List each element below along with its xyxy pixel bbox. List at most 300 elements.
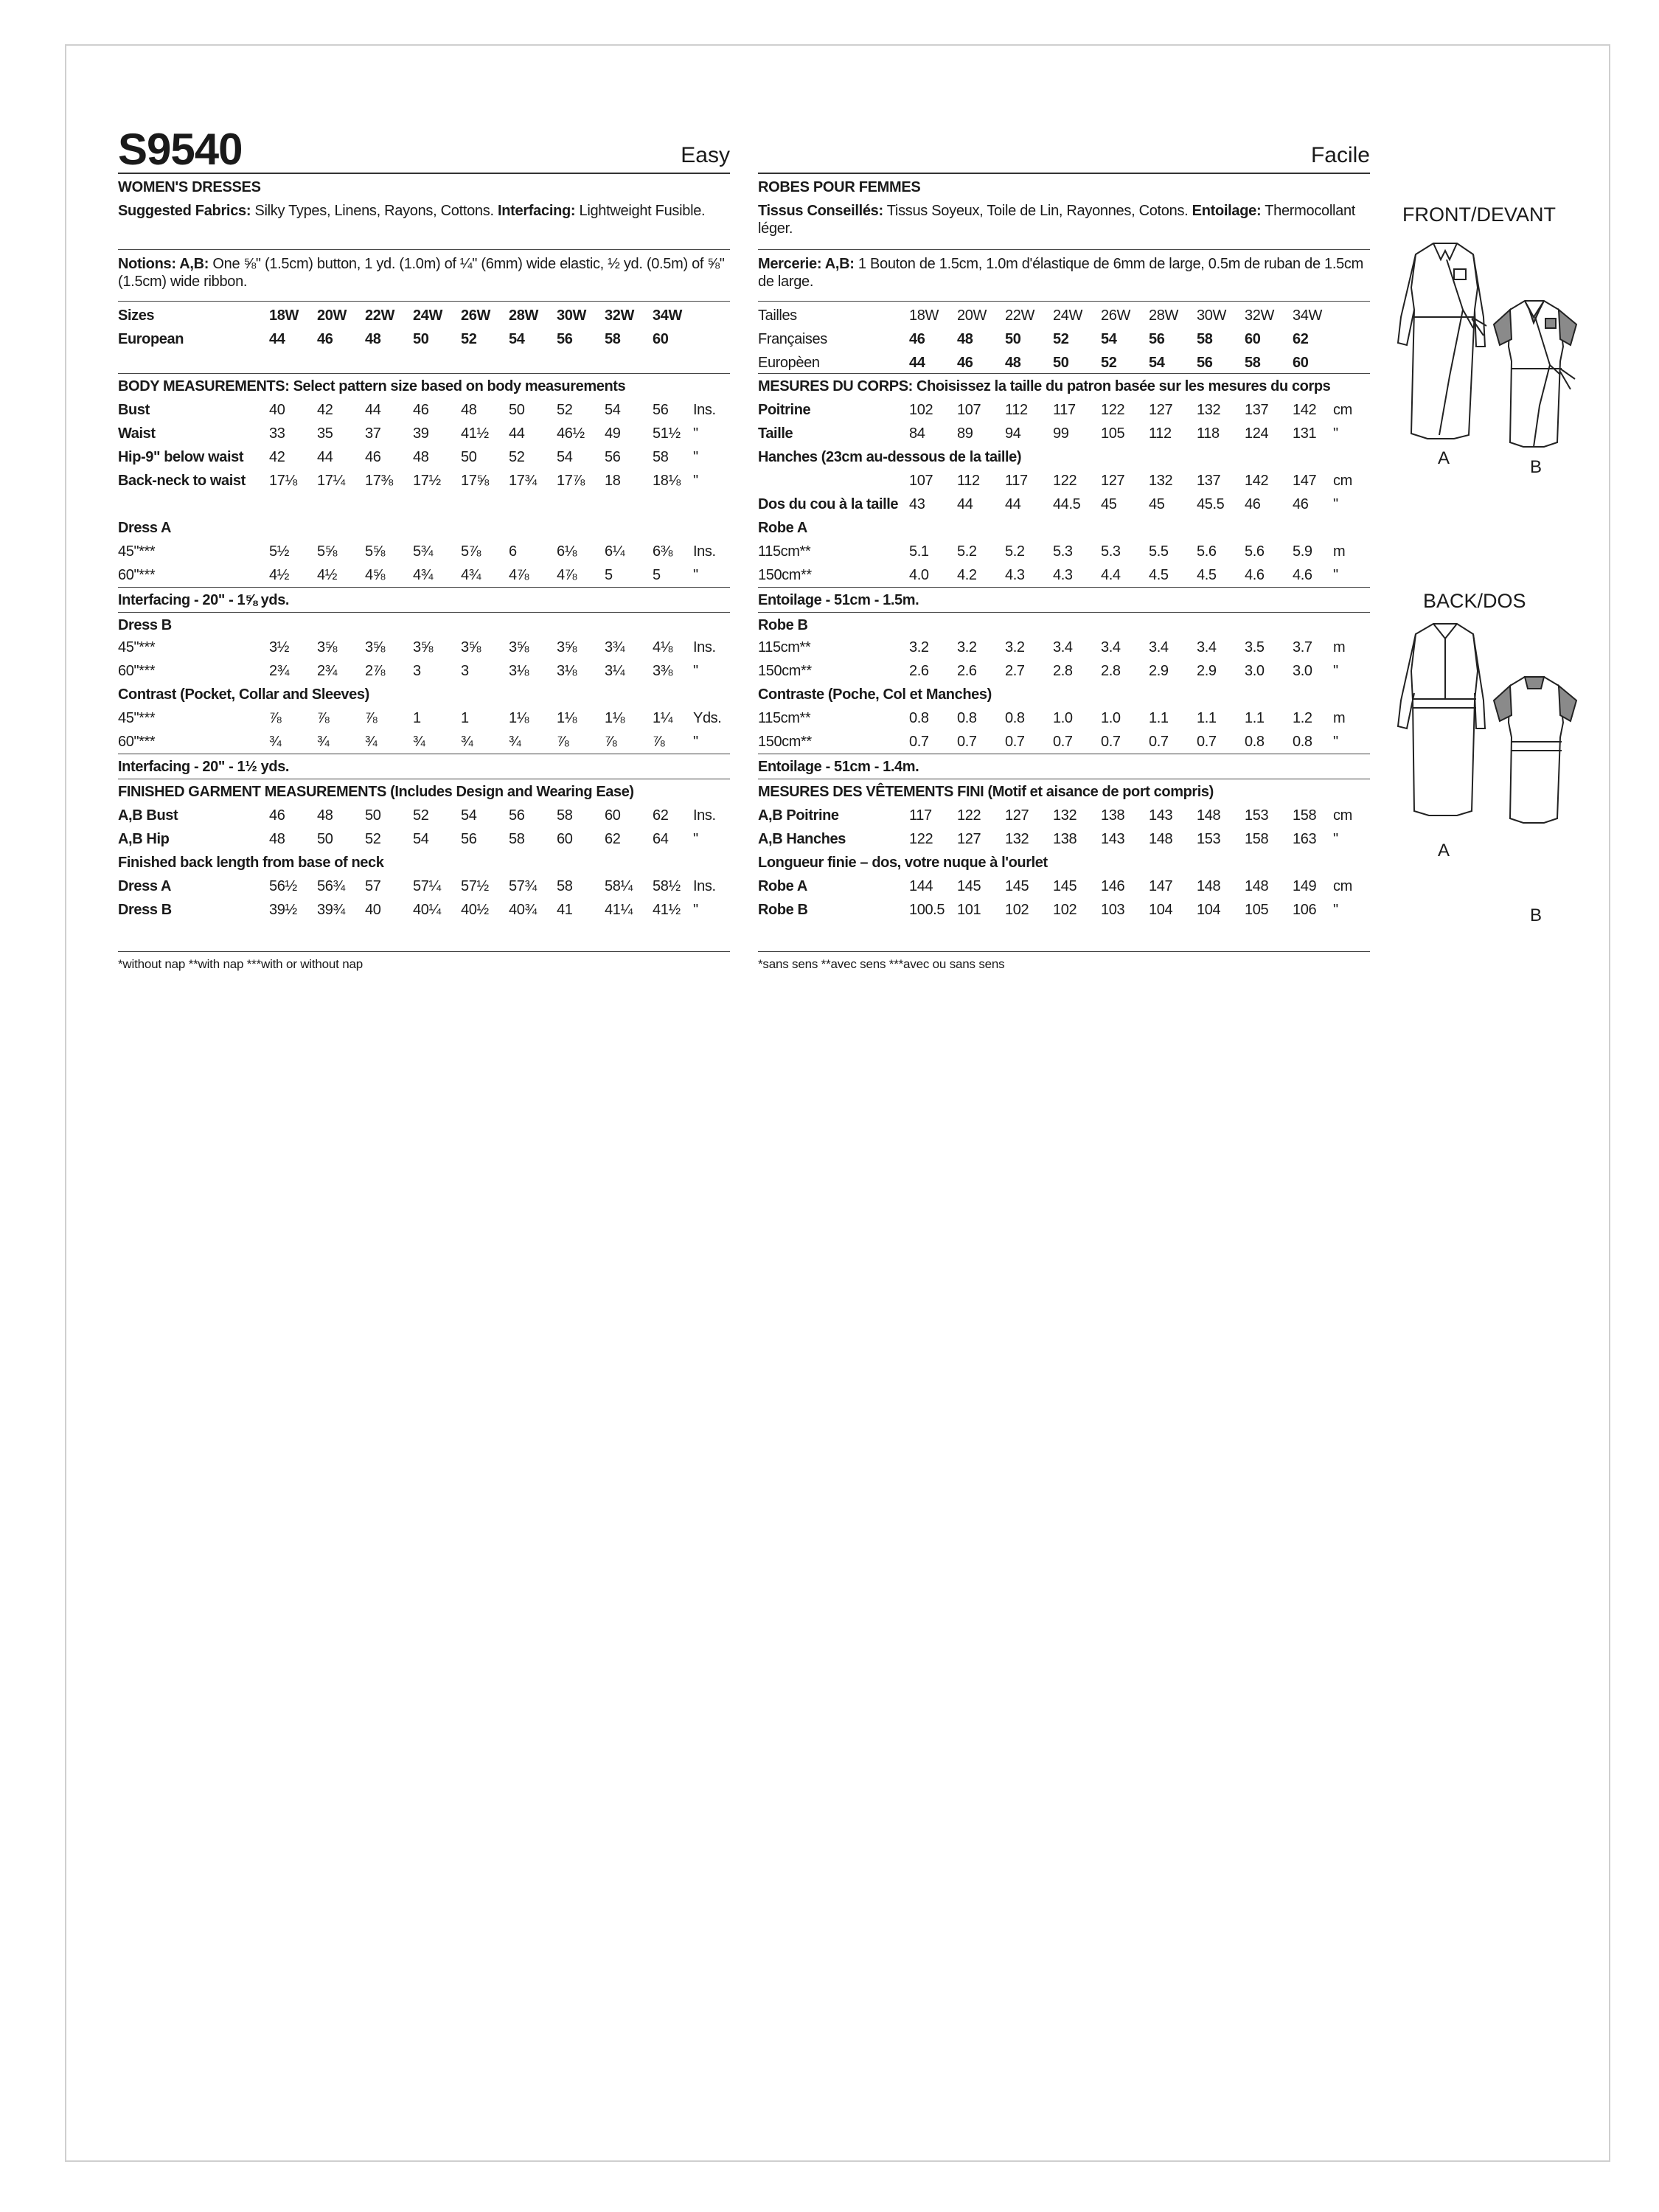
contrast-heading: Contraste (Poche, Col et Manches) <box>758 686 992 703</box>
table-cell: ⅞ <box>653 734 665 750</box>
table-cell: 4.5 <box>1149 567 1169 583</box>
table-cell: 58 <box>605 331 621 347</box>
row-label: 45"*** <box>118 543 156 560</box>
table-cell: 62 <box>605 831 621 847</box>
interfacing-a-line: Interfacing - 20" - 1⅝ yds. <box>118 592 290 608</box>
table-cell: 3.4 <box>1149 639 1169 655</box>
table-cell: 50 <box>413 331 429 347</box>
divider <box>118 249 730 250</box>
table-cell: 102 <box>909 402 933 418</box>
table-cell: 52 <box>1053 331 1069 347</box>
table-cell: ¾ <box>413 734 425 750</box>
hip-heading: Hanches (23cm au-dessous de la taille) <box>758 449 1022 465</box>
row-label: Poitrine <box>758 402 811 418</box>
row-label: 150cm** <box>758 663 812 679</box>
table-cell: 146 <box>1101 878 1125 894</box>
row-label: Robe B <box>758 902 808 918</box>
sizes-row <box>118 307 730 324</box>
length-row <box>118 877 730 895</box>
unit-label: cm <box>1333 473 1352 489</box>
table-cell: 5.6 <box>1197 543 1217 560</box>
table-cell: 24W <box>1053 307 1082 324</box>
table-cell: 4.3 <box>1005 567 1025 583</box>
french-sizes-row <box>758 330 1370 348</box>
yardage-row <box>758 709 1370 727</box>
yardage-row <box>118 733 730 751</box>
unit-label: m <box>1333 710 1346 726</box>
finished-row <box>118 830 730 848</box>
table-cell: 0.7 <box>1101 734 1121 750</box>
table-cell: 102 <box>1053 902 1077 918</box>
table-cell: 22W <box>365 307 394 324</box>
table-cell: 3.4 <box>1053 639 1073 655</box>
row-label: A,B Hanches <box>758 831 846 847</box>
table-cell: 56 <box>605 449 621 465</box>
table-cell: 5⅞ <box>461 543 481 560</box>
difficulty-level: Easy <box>681 143 730 167</box>
table-cell: 1¼ <box>653 710 673 726</box>
table-cell: 147 <box>1293 473 1317 489</box>
row-label: Europèen <box>758 355 820 371</box>
table-cell: 43 <box>909 496 925 512</box>
table-cell: 2.8 <box>1101 663 1121 679</box>
table-cell: 56 <box>653 402 669 418</box>
table-cell: 2.9 <box>1149 663 1169 679</box>
table-cell: 0.7 <box>957 734 977 750</box>
table-cell: 3¼ <box>605 663 625 679</box>
table-cell: 34W <box>1293 307 1322 324</box>
unit-label: " <box>693 902 698 918</box>
table-cell: 148 <box>1197 807 1221 824</box>
contrast-heading: Contrast (Pocket, Collar and Sleeves) <box>118 686 369 703</box>
table-cell: 48 <box>413 449 429 465</box>
table-cell: 4.5 <box>1197 567 1217 583</box>
table-cell: 56 <box>1149 331 1165 347</box>
table-cell: 117 <box>909 807 932 824</box>
table-cell: 40¾ <box>509 902 537 918</box>
pattern-number: S9540 <box>118 125 243 174</box>
table-cell: 52 <box>557 402 573 418</box>
table-cell: 44 <box>317 449 333 465</box>
table-cell: 56¾ <box>317 878 345 894</box>
unit-label: " <box>693 425 698 442</box>
unit-label: Ins. <box>693 878 716 894</box>
fabrics-text: Tissus Soyeux, Toile de Lin, Rayonnes, Cotons. <box>883 203 1192 219</box>
table-cell: 3.2 <box>909 639 929 655</box>
unit-label: " <box>1333 425 1338 442</box>
table-cell: 57½ <box>461 878 489 894</box>
body-row <box>118 401 730 419</box>
table-cell: 4⅞ <box>509 567 529 583</box>
notions-text: One ⅝" (1.5cm) button, 1 yd. (1.0m) of ¼" (6mm) wide elastic, ½ yd. (0.5m) of ⅝" (1.5cm) wide ribbon. <box>118 256 725 290</box>
table-cell: 145 <box>1005 878 1029 894</box>
unit-label: Ins. <box>693 402 716 418</box>
table-cell: 6 <box>509 543 517 560</box>
row-label: 60"*** <box>118 567 156 583</box>
table-cell: 4.2 <box>957 567 977 583</box>
length-row <box>758 901 1370 919</box>
table-cell: 122 <box>957 807 981 824</box>
divider <box>118 587 730 588</box>
finished-measurements-heading: FINISHED GARMENT MEASUREMENTS (Includes Design and Wearing Ease) <box>118 784 634 800</box>
table-cell: 46 <box>1293 496 1309 512</box>
table-cell: 50 <box>317 831 333 847</box>
table-cell: 149 <box>1293 878 1317 894</box>
table-cell: 44 <box>365 402 381 418</box>
table-cell: 3.2 <box>1005 639 1025 655</box>
front-view-a-label: A <box>1438 448 1450 468</box>
table-cell: 48 <box>365 331 381 347</box>
table-cell: 3 <box>461 663 469 679</box>
table-cell: 41½ <box>653 902 681 918</box>
table-cell: 5.5 <box>1149 543 1169 560</box>
table-cell: 28W <box>509 307 538 324</box>
entoilage-b-line: Entoilage - 51cm - 1.4m. <box>758 759 919 775</box>
back-dress-a-sketch <box>1398 624 1485 815</box>
table-cell: 2¾ <box>269 663 290 679</box>
table-cell: 44 <box>269 331 285 347</box>
body-row <box>118 448 730 466</box>
fabrics-label: Suggested Fabrics: <box>118 203 251 219</box>
body-row <box>118 425 730 442</box>
table-cell: 5.2 <box>1005 543 1025 560</box>
table-cell: 49 <box>605 425 621 442</box>
table-cell: 46 <box>1245 496 1261 512</box>
body-measurements-heading: MESURES DU CORPS: Choisissez la taille du patron basée sur les mesures du corps <box>758 378 1331 394</box>
back-length-heading: Longueur finie – dos, votre nuque à l'ourlet <box>758 855 1048 871</box>
table-cell: 2¾ <box>317 663 338 679</box>
table-cell: 147 <box>1149 878 1173 894</box>
table-cell: 4.6 <box>1245 567 1265 583</box>
row-label: 60"*** <box>118 663 156 679</box>
notions-label: Mercerie: A,B: <box>758 256 855 272</box>
table-cell: 32W <box>1245 307 1274 324</box>
notions-line <box>758 255 1370 291</box>
table-cell: 3⅝ <box>509 639 529 655</box>
yardage-row <box>758 639 1370 656</box>
sizes-row <box>758 307 1370 324</box>
fabrics-line <box>118 202 730 220</box>
table-cell: 58 <box>557 807 573 824</box>
table-cell: 100.5 <box>909 902 945 918</box>
table-cell: 57 <box>365 878 381 894</box>
table-cell: 56 <box>461 831 477 847</box>
table-cell: 153 <box>1197 831 1221 847</box>
table-cell: 52 <box>365 831 381 847</box>
table-cell: 4¾ <box>461 567 481 583</box>
table-cell: 138 <box>1053 831 1077 847</box>
table-cell: 1.0 <box>1053 710 1073 726</box>
front-dress-b-sketch <box>1494 301 1576 447</box>
table-cell: 117 <box>1005 473 1028 489</box>
table-cell: 56½ <box>269 878 297 894</box>
row-label: A,B Bust <box>118 807 178 824</box>
table-cell: 39 <box>413 425 429 442</box>
divider <box>758 173 1370 174</box>
table-cell: 6⅛ <box>557 543 577 560</box>
table-cell: 17⅞ <box>557 473 585 489</box>
table-cell: 1.1 <box>1245 710 1265 726</box>
notions-label: Notions: A,B: <box>118 256 209 272</box>
row-label: 150cm** <box>758 567 812 583</box>
table-cell: 3⅝ <box>365 639 386 655</box>
yardage-row <box>758 733 1370 751</box>
table-cell: 46 <box>269 807 285 824</box>
table-cell: 103 <box>1101 902 1125 918</box>
table-cell: 58 <box>509 831 525 847</box>
interfacing-text: Lightweight Fusible. <box>575 203 706 219</box>
table-cell: 34W <box>653 307 682 324</box>
section-title: ROBES POUR FEMMES <box>758 179 921 195</box>
front-dress-a-sketch <box>1398 243 1486 439</box>
table-cell: 51½ <box>653 425 681 442</box>
table-cell: 57¼ <box>413 878 441 894</box>
table-cell: 105 <box>1101 425 1125 442</box>
table-cell: 6¼ <box>605 543 625 560</box>
divider <box>118 951 730 952</box>
table-cell: 2.6 <box>909 663 929 679</box>
body-measurements-heading: BODY MEASUREMENTS: Select pattern size based on body measurements <box>118 378 626 394</box>
table-cell: 32W <box>605 307 634 324</box>
table-cell: 3½ <box>269 639 290 655</box>
back-row <box>758 495 1370 513</box>
table-cell: 1 <box>461 710 469 726</box>
footnote: *without nap **with nap ***with or without nap <box>118 957 363 971</box>
divider <box>118 373 730 374</box>
table-cell: 46 <box>909 331 925 347</box>
table-cell: 22W <box>1005 307 1034 324</box>
table-cell: 5.2 <box>957 543 977 560</box>
table-cell: 1 <box>413 710 421 726</box>
table-cell: 143 <box>1101 831 1125 847</box>
yardage-row <box>758 662 1370 680</box>
row-label: Françaises <box>758 331 827 347</box>
unit-label: " <box>1333 663 1338 679</box>
table-cell: 17⅝ <box>461 473 489 489</box>
table-cell: 35 <box>317 425 333 442</box>
divider <box>758 249 1370 250</box>
table-cell: 58¼ <box>605 878 633 894</box>
table-cell: ¾ <box>317 734 330 750</box>
table-cell: 3.0 <box>1245 663 1265 679</box>
table-cell: 58 <box>557 878 573 894</box>
unit-label: cm <box>1333 878 1352 894</box>
table-cell: 52 <box>413 807 429 824</box>
finished-row <box>758 830 1370 848</box>
table-cell: ⅞ <box>605 734 617 750</box>
table-cell: 44 <box>509 425 525 442</box>
table-cell: 122 <box>1101 402 1125 418</box>
table-cell: 64 <box>653 831 669 847</box>
table-cell: 54 <box>461 807 477 824</box>
table-cell: 3 <box>413 663 421 679</box>
front-title: FRONT/DEVANT <box>1402 204 1556 226</box>
table-cell: 3⅝ <box>413 639 434 655</box>
unit-label: Ins. <box>693 639 716 655</box>
yardage-row <box>758 543 1370 560</box>
row-label: Bust <box>118 402 150 418</box>
table-cell: 54 <box>1101 331 1117 347</box>
table-cell: 54 <box>1149 355 1165 371</box>
row-label: Hip-9" below waist <box>118 449 244 465</box>
table-cell: 48 <box>317 807 333 824</box>
table-cell: 37 <box>365 425 381 442</box>
table-cell: 3⅝ <box>557 639 577 655</box>
back-view-b-label: B <box>1530 905 1543 925</box>
table-cell: 18W <box>909 307 939 324</box>
length-row <box>758 877 1370 895</box>
table-cell: 33 <box>269 425 285 442</box>
table-cell: 45 <box>1149 496 1165 512</box>
table-cell: 45.5 <box>1197 496 1225 512</box>
table-cell: 60 <box>1245 331 1261 347</box>
table-cell: 26W <box>461 307 490 324</box>
table-cell: 117 <box>1053 402 1076 418</box>
table-cell: 112 <box>957 473 980 489</box>
table-cell: 18⅛ <box>653 473 681 489</box>
body-row <box>758 425 1370 442</box>
table-cell: ¾ <box>365 734 378 750</box>
row-label: A,B Hip <box>118 831 170 847</box>
yardage-row <box>118 662 730 680</box>
entoilage-a-line: Entoilage - 51cm - 1.5m. <box>758 592 919 608</box>
table-cell: 3⅝ <box>461 639 481 655</box>
row-label: 45"*** <box>118 710 156 726</box>
row-label: 115cm** <box>758 710 811 726</box>
unit-label: " <box>693 734 698 750</box>
table-cell: 3⅛ <box>557 663 577 679</box>
table-cell: 40¼ <box>413 902 441 918</box>
table-cell: 127 <box>1149 402 1173 418</box>
table-cell: 2.6 <box>957 663 977 679</box>
yardage-row <box>118 543 730 560</box>
table-cell: 46 <box>957 355 973 371</box>
back-length-heading: Finished back length from base of neck <box>118 855 384 871</box>
unit-label: m <box>1333 543 1346 560</box>
difficulty-level: Facile <box>1310 143 1370 167</box>
table-cell: 48 <box>957 331 973 347</box>
finished-measurements-heading: MESURES DES VÊTEMENTS FINI (Motif et aisance de port compris) <box>758 784 1214 800</box>
table-cell: 127 <box>1101 473 1125 489</box>
table-cell: 137 <box>1197 473 1221 489</box>
table-cell: 44 <box>957 496 973 512</box>
divider <box>118 612 730 613</box>
table-cell: 1⅛ <box>557 710 577 726</box>
table-cell: 4⅞ <box>557 567 577 583</box>
fabrics-text: Silky Types, Linens, Rayons, Cottons. <box>251 203 498 219</box>
table-cell: 122 <box>909 831 933 847</box>
table-cell: ⅞ <box>269 710 282 726</box>
table-cell: 41½ <box>461 425 489 442</box>
section-title: WOMEN'S DRESSES <box>118 179 261 195</box>
table-cell: 57¾ <box>509 878 537 894</box>
table-cell: 4.0 <box>909 567 929 583</box>
row-label: 45"*** <box>118 639 156 655</box>
row-label: 115cm** <box>758 543 811 560</box>
table-cell: 132 <box>1149 473 1173 489</box>
table-cell: 127 <box>1005 807 1029 824</box>
table-cell: 4¾ <box>413 567 434 583</box>
yardage-row <box>118 566 730 584</box>
table-cell: 46 <box>317 331 333 347</box>
table-cell: 44 <box>1005 496 1021 512</box>
robe-b-heading: Robe B <box>758 617 808 633</box>
table-cell: 5¾ <box>413 543 434 560</box>
table-cell: 142 <box>1245 473 1269 489</box>
table-cell: 5.9 <box>1293 543 1312 560</box>
table-cell: 142 <box>1293 402 1317 418</box>
robe-a-heading: Robe A <box>758 520 807 536</box>
row-label: 150cm** <box>758 734 812 750</box>
table-cell: 44 <box>909 355 925 371</box>
body-row <box>758 401 1370 419</box>
table-cell: 42 <box>269 449 285 465</box>
table-cell: 148 <box>1149 831 1173 847</box>
finished-row <box>758 807 1370 824</box>
table-cell: 3.2 <box>957 639 977 655</box>
unit-label: " <box>1333 567 1338 583</box>
table-cell: 56 <box>1197 355 1213 371</box>
table-cell: 4.6 <box>1293 567 1312 583</box>
unit-label: Yds. <box>693 710 722 726</box>
table-cell: 44.5 <box>1053 496 1081 512</box>
table-cell: 5⅝ <box>317 543 338 560</box>
table-cell: 56 <box>557 331 573 347</box>
table-cell: 56 <box>509 807 525 824</box>
unit-label: Ins. <box>693 543 716 560</box>
row-label: European <box>118 331 184 347</box>
table-cell: 3.5 <box>1245 639 1265 655</box>
unit-label: " <box>693 663 698 679</box>
row-label: 115cm** <box>758 639 811 655</box>
unit-label: cm <box>1333 807 1352 824</box>
table-cell: 158 <box>1245 831 1269 847</box>
table-cell: 0.8 <box>909 710 929 726</box>
table-cell: 3.7 <box>1293 639 1312 655</box>
table-cell: 52 <box>509 449 525 465</box>
table-cell: 62 <box>653 807 669 824</box>
row-label: Dress A <box>118 878 172 894</box>
finished-row <box>118 807 730 824</box>
table-cell: 60 <box>557 831 573 847</box>
table-cell: 17¾ <box>509 473 537 489</box>
table-cell: 17⅛ <box>269 473 297 489</box>
yardage-row <box>118 709 730 727</box>
table-cell: 17¼ <box>317 473 345 489</box>
back-dress-b-sketch <box>1494 677 1576 823</box>
table-cell: 48 <box>269 831 285 847</box>
unit-label: " <box>693 567 698 583</box>
garment-sketches <box>1386 199 1607 951</box>
interfacing-text: Thermocollant léger. <box>758 203 1356 237</box>
table-cell: 137 <box>1245 402 1269 418</box>
table-cell: 24W <box>413 307 442 324</box>
table-cell: 1⅛ <box>605 710 625 726</box>
yardage-row <box>758 566 1370 584</box>
table-cell: 144 <box>909 878 933 894</box>
table-cell: 0.8 <box>1293 734 1312 750</box>
table-cell: 5 <box>653 567 661 583</box>
table-cell: 0.7 <box>1197 734 1217 750</box>
table-cell: 40½ <box>461 902 489 918</box>
table-cell: 5.3 <box>1101 543 1121 560</box>
table-cell: ¾ <box>461 734 473 750</box>
table-cell: 131 <box>1293 425 1317 442</box>
table-cell: 3⅛ <box>509 663 529 679</box>
table-cell: 5½ <box>269 543 290 560</box>
table-cell: 46½ <box>557 425 585 442</box>
table-cell: 1.1 <box>1149 710 1169 726</box>
